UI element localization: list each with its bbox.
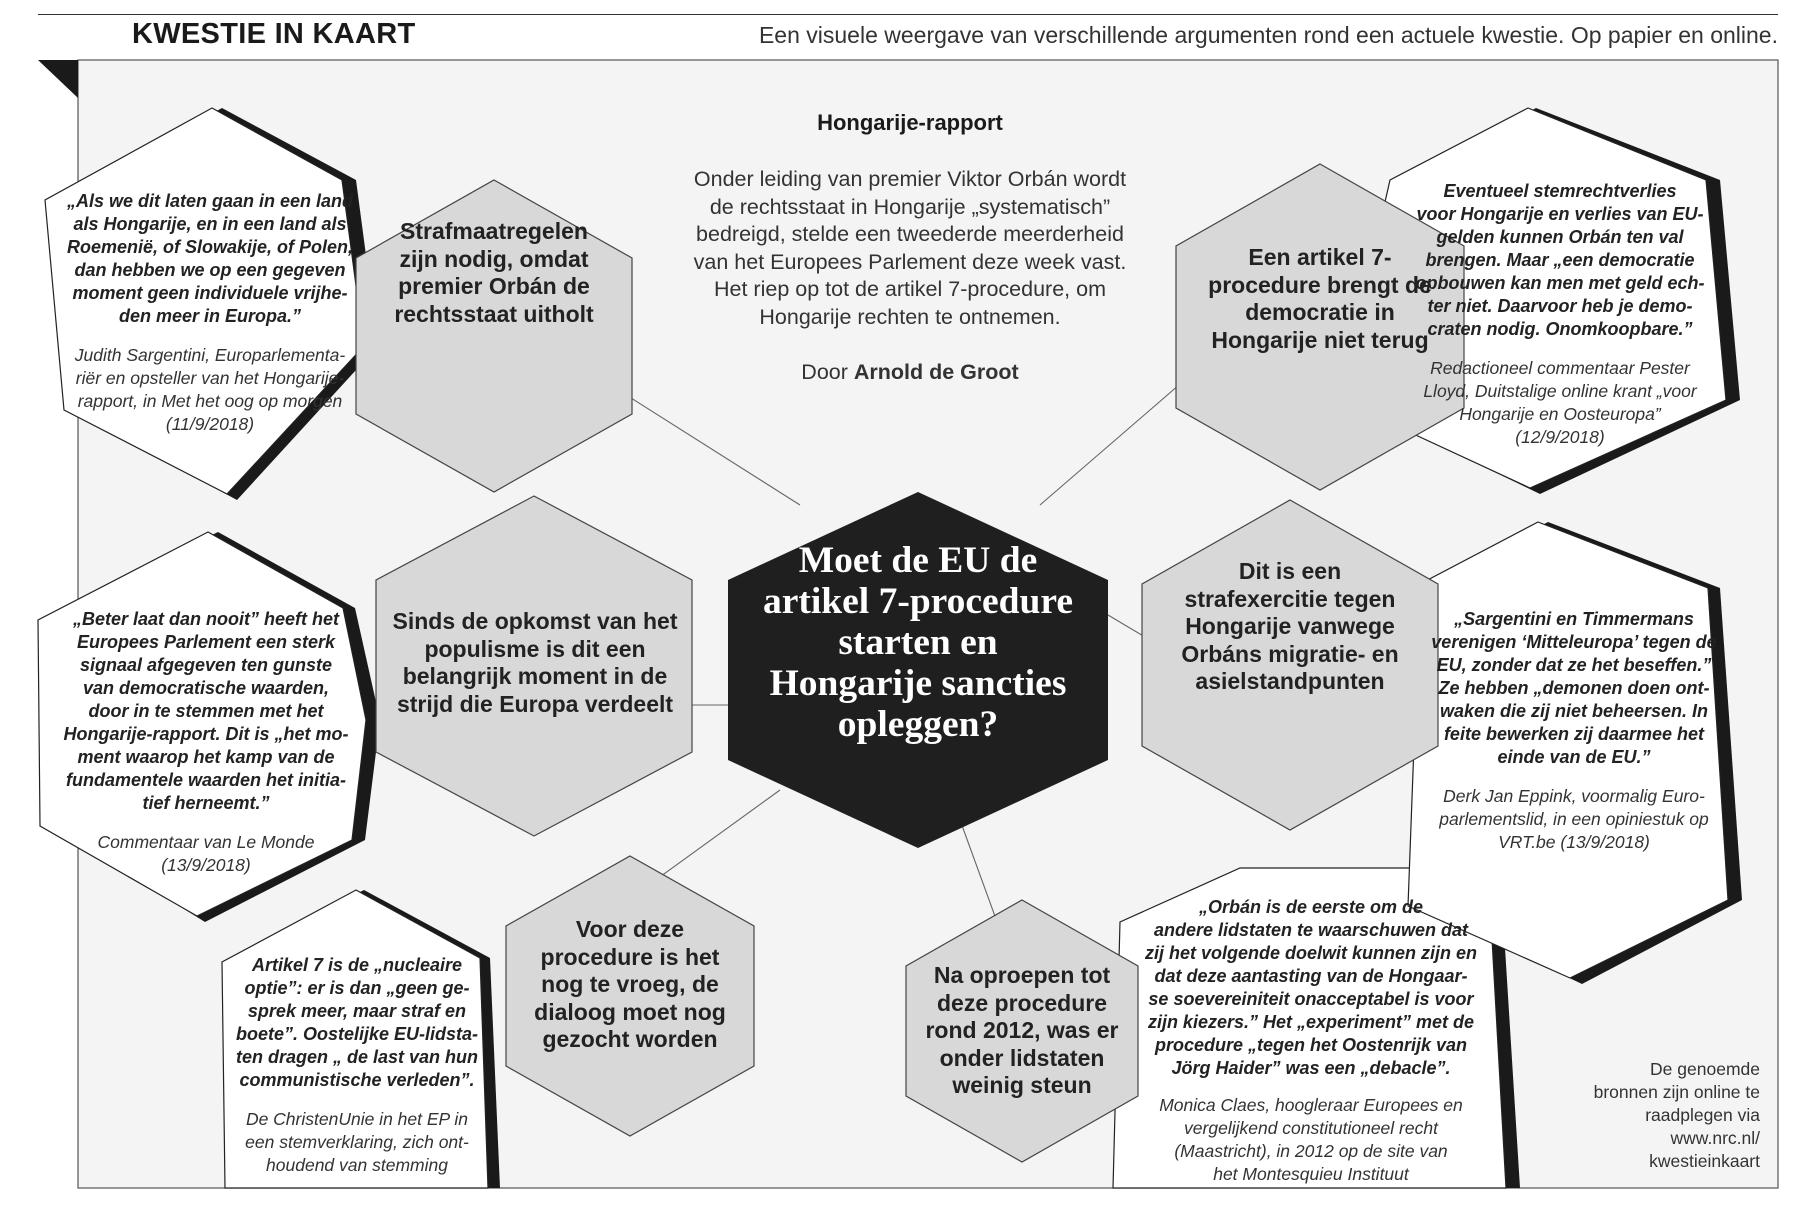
sources-footnote: De genoemde bronnen zijn online te raadplegen via www.nrc.nl/ kwestieinkaart — [1593, 1059, 1760, 1171]
argument-5: Dit is een strafexercitie tegen Hongarije vanwege Orbáns migratie- en asielstandpunten — [1181, 558, 1399, 694]
intro-title: Hongarije-rapport — [817, 110, 1003, 135]
quote-4-text: „Orbán is de eerste om de andere lidstaten te waarschuwen dat zij het volgende doelwit kunnen zijn en dat deze aantasting van de Hongaar- se soevereiniteit onacceptabel is voor zijn kiezers.” Het „experiment” met de procedure „tegen het Oostenrijk van Jörg Haider” was een „debacle”. — [1144, 897, 1478, 1078]
argument-6: Een artikel 7- procedure brengt de democratie in Hongarije niet terug — [1208, 244, 1432, 353]
argument-3: Voor deze procedure is het nog te vroeg, de dialoog moet nog gezocht worden — [534, 916, 726, 1052]
quote-4 — [1126, 896, 1496, 1186]
quote-3-text: Artikel 7 is de „nucleaire optie”: er is dan „geen ge- sprek meer, maar straf en boete”. Oostelijke EU-lidsta- ten dragen „ de last van hun communistische verleden”. — [235, 955, 479, 1090]
quote-6 — [1400, 180, 1720, 449]
quote-5-text: „Sargentini en Timmermans verenigen ‘Mitteleuropa’ tegen de EU, zonder dat ze het beseffen.” Ze hebben „demonen doen ont- waken die zij niet beheersen. In feite bewerken zij daarmee het einde van de EU.” — [1431, 609, 1717, 767]
argument-4: Na oproepen tot deze procedure rond 2012, was er onder lidstaten weinig steun — [925, 962, 1119, 1098]
quote-5-source: Derk Jan Eppink, voormalig Euro- parlementslid, in een opiniestuk op VRT.be (13/9/2018) — [1439, 786, 1709, 852]
quote-2 — [56, 608, 356, 877]
quote-5 — [1424, 608, 1724, 854]
center-question: Moet de EU de artikel 7-procedure starten en Hongarije sancties opleggen? — [762, 540, 1074, 745]
quote-1 — [60, 190, 360, 436]
author-name: Arnold de Groot — [853, 360, 1019, 384]
intro-body: Onder leiding van premier Viktor Orbán wordt de rechtsstaat in Hongarije „systematisch” bedreigd, stelde een tweederde meerderheid van het Europees Parlement deze week vast. Het riep op tot de artikel 7-procedure, om Hongarije rechten te ontnemen. — [693, 167, 1127, 329]
quote-3 — [232, 954, 482, 1177]
quote-6-text: Eventueel stemrechtverlies voor Hongarije en verlies van EU- gelden kunnen Orbán ten val brengen. Maar „een democratie opbouwen kan men met geld ech- ter niet. Daarvoor heb je demo- craten nodig. Onomkoopbare.” — [1415, 181, 1705, 339]
section-subtitle: Een visuele weergave van verschillende argumenten rond een actuele kwestie. Op papier en online. — [758, 22, 1778, 48]
quote-6-source: Redactioneel commentaar Pester Lloyd, Duitstalige online krant „voor Hongarije en Oosteuropa” (12/9/2018) — [1423, 358, 1697, 447]
corner-mark — [38, 60, 78, 98]
quote-1-text: „Als we dit laten gaan in een land als Hongarije, en in een land als Roemenië, of Slowakije, of Polen, dan hebben we op een gegeven moment geen individuele vrijhe- den meer in Europa.” — [66, 191, 354, 326]
argument-1: Strafmaatregelen zijn nodig, omdat premier Orbán de rechtsstaat uitholt — [394, 218, 594, 327]
intro-byline: Door Arnold de Groot — [801, 360, 1019, 384]
quote-2-text: „Beter laat dan nooit” heeft het Europees Parlement een sterk signaal afgegeven ten gunste van democratische waarden, door in te stemmen met het Hongarije-rapport. Dit is „het mo- ment waarop het kamp van de fundamentele waarden het initia- tief herneemt.” — [63, 609, 349, 813]
quote-2-source: Commentaar van Le Monde (13/9/2018) — [97, 832, 315, 875]
quote-1-source: Judith Sargentini, Europarlementa- riër en opsteller van het Hongarije- rapport, in Met het oog op morgen (11/9/2018) — [74, 345, 346, 434]
quote-3-source: De ChristenUnie in het EP in een stemverklaring, zich ont- houdend van stemming — [245, 1109, 469, 1175]
argument-2: Sinds de opkomst van het populisme is dit een belangrijk moment in de strijd die Europa verdeelt — [392, 608, 678, 717]
section-title: KWESTIE IN KAART — [132, 18, 416, 50]
quote-4-source: Monica Claes, hoogleraar Europees en vergelijkend constitutioneel recht (Maastricht), in 2012 op de site van het Montesquieu Instituut — [1159, 1095, 1463, 1184]
